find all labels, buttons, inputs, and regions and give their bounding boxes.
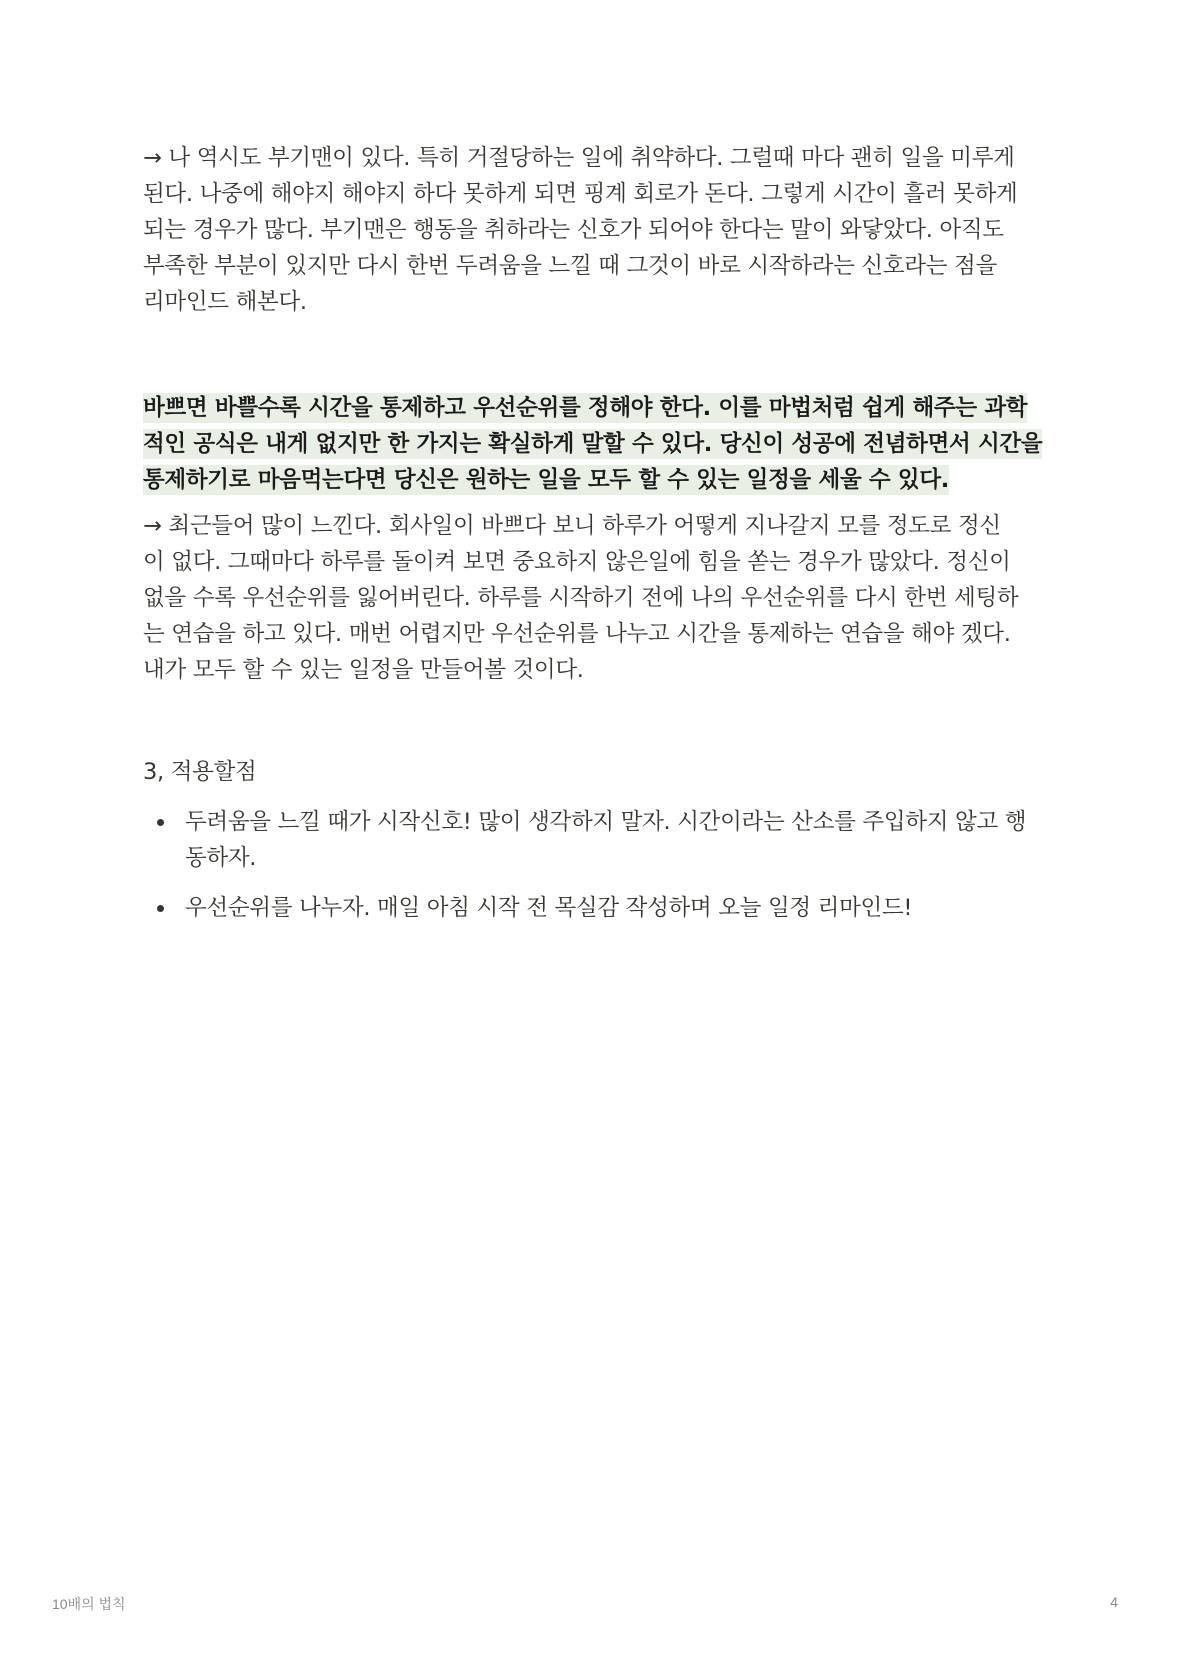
- list-item: [143, 890, 1043, 926]
- highlighted-quote-line: 통제하기로 마음먹는다면 당신은 원하는 일을 모두 할 수 있는 일정을 세울 수 있다.: [143, 467, 950, 493]
- list-item-text: 두려움을 느낄 때가 시작신호! 많이 생각하지 말자. 시간이라는 산소를 주입하지 않고 행 동하자.: [185, 809, 1027, 871]
- highlighted-quote-line: 적인 공식은 내게 없지만 한 가지는 확실하게 말할 수 있다. 당신이 성공에 전념하면서 시간을: [143, 431, 1043, 457]
- list-item-text: 우선순위를 나누자. 매일 아침 시작 전 목실감 작성하며 오늘 일정 리마인드!: [185, 895, 913, 921]
- document-content: [143, 140, 1043, 940]
- bullet-list: [143, 804, 1043, 926]
- reflection-paragraph-2: → 최근들어 많이 느낀다. 회사일이 바쁘다 보니 하루가 어떻게 지나갈지 모를 정도로 정신 이 없다. 그때마다 하루를 돌이켜 보면 중요하지 않은일에 힘을 쏟는 경우가 많았다. 정신이 없을 수록 우선순위를 잃어버린다. 하루를 시작하기 전에 나의 우선순위를 다시 한번 세팅하 는 연습을 하고 있다. 매번 어렵지만 우선순위를 나누고 시간을 통제하는 연습을 해야 겠다. 내가 모두 할 수 있는 일정을 만들어볼 것이다.: [143, 513, 1019, 683]
- bullet-icon: [157, 819, 164, 826]
- footer-document-title: 10배의 법칙: [52, 1596, 126, 1612]
- highlighted-quote: [143, 390, 1043, 498]
- highlighted-quote-line: 바쁘면 바쁠수록 시간을 통제하고 우선순위를 정해야 한다. 이를 마법처럼 쉽게 해주는 과학: [143, 395, 1028, 421]
- list-item: [143, 804, 1043, 876]
- reflection-paragraph-1: → 나 역시도 부기맨이 있다. 특히 거절당하는 일에 취약하다. 그럴때 마다 괜히 일을 미루게 된다. 나중에 해야지 해야지 하다 못하게 되면 핑계 회로가 돈다. 그렇게 시간이 흘러 못하게 되는 경우가 많다. 부기맨은 행동을 취하라는 신호가 되어야 한다는 말이 와닿았다. 아직도 부족한 부분이 있지만 다시 한번 두려움을 느낄 때 그것이 바로 시작하라는 신호라는 점을 리마인드 해본다.: [143, 145, 1018, 315]
- footer-page-number: 4: [1110, 1594, 1118, 1610]
- section-heading: 3, 적용할점: [143, 759, 257, 785]
- bullet-icon: [157, 905, 164, 912]
